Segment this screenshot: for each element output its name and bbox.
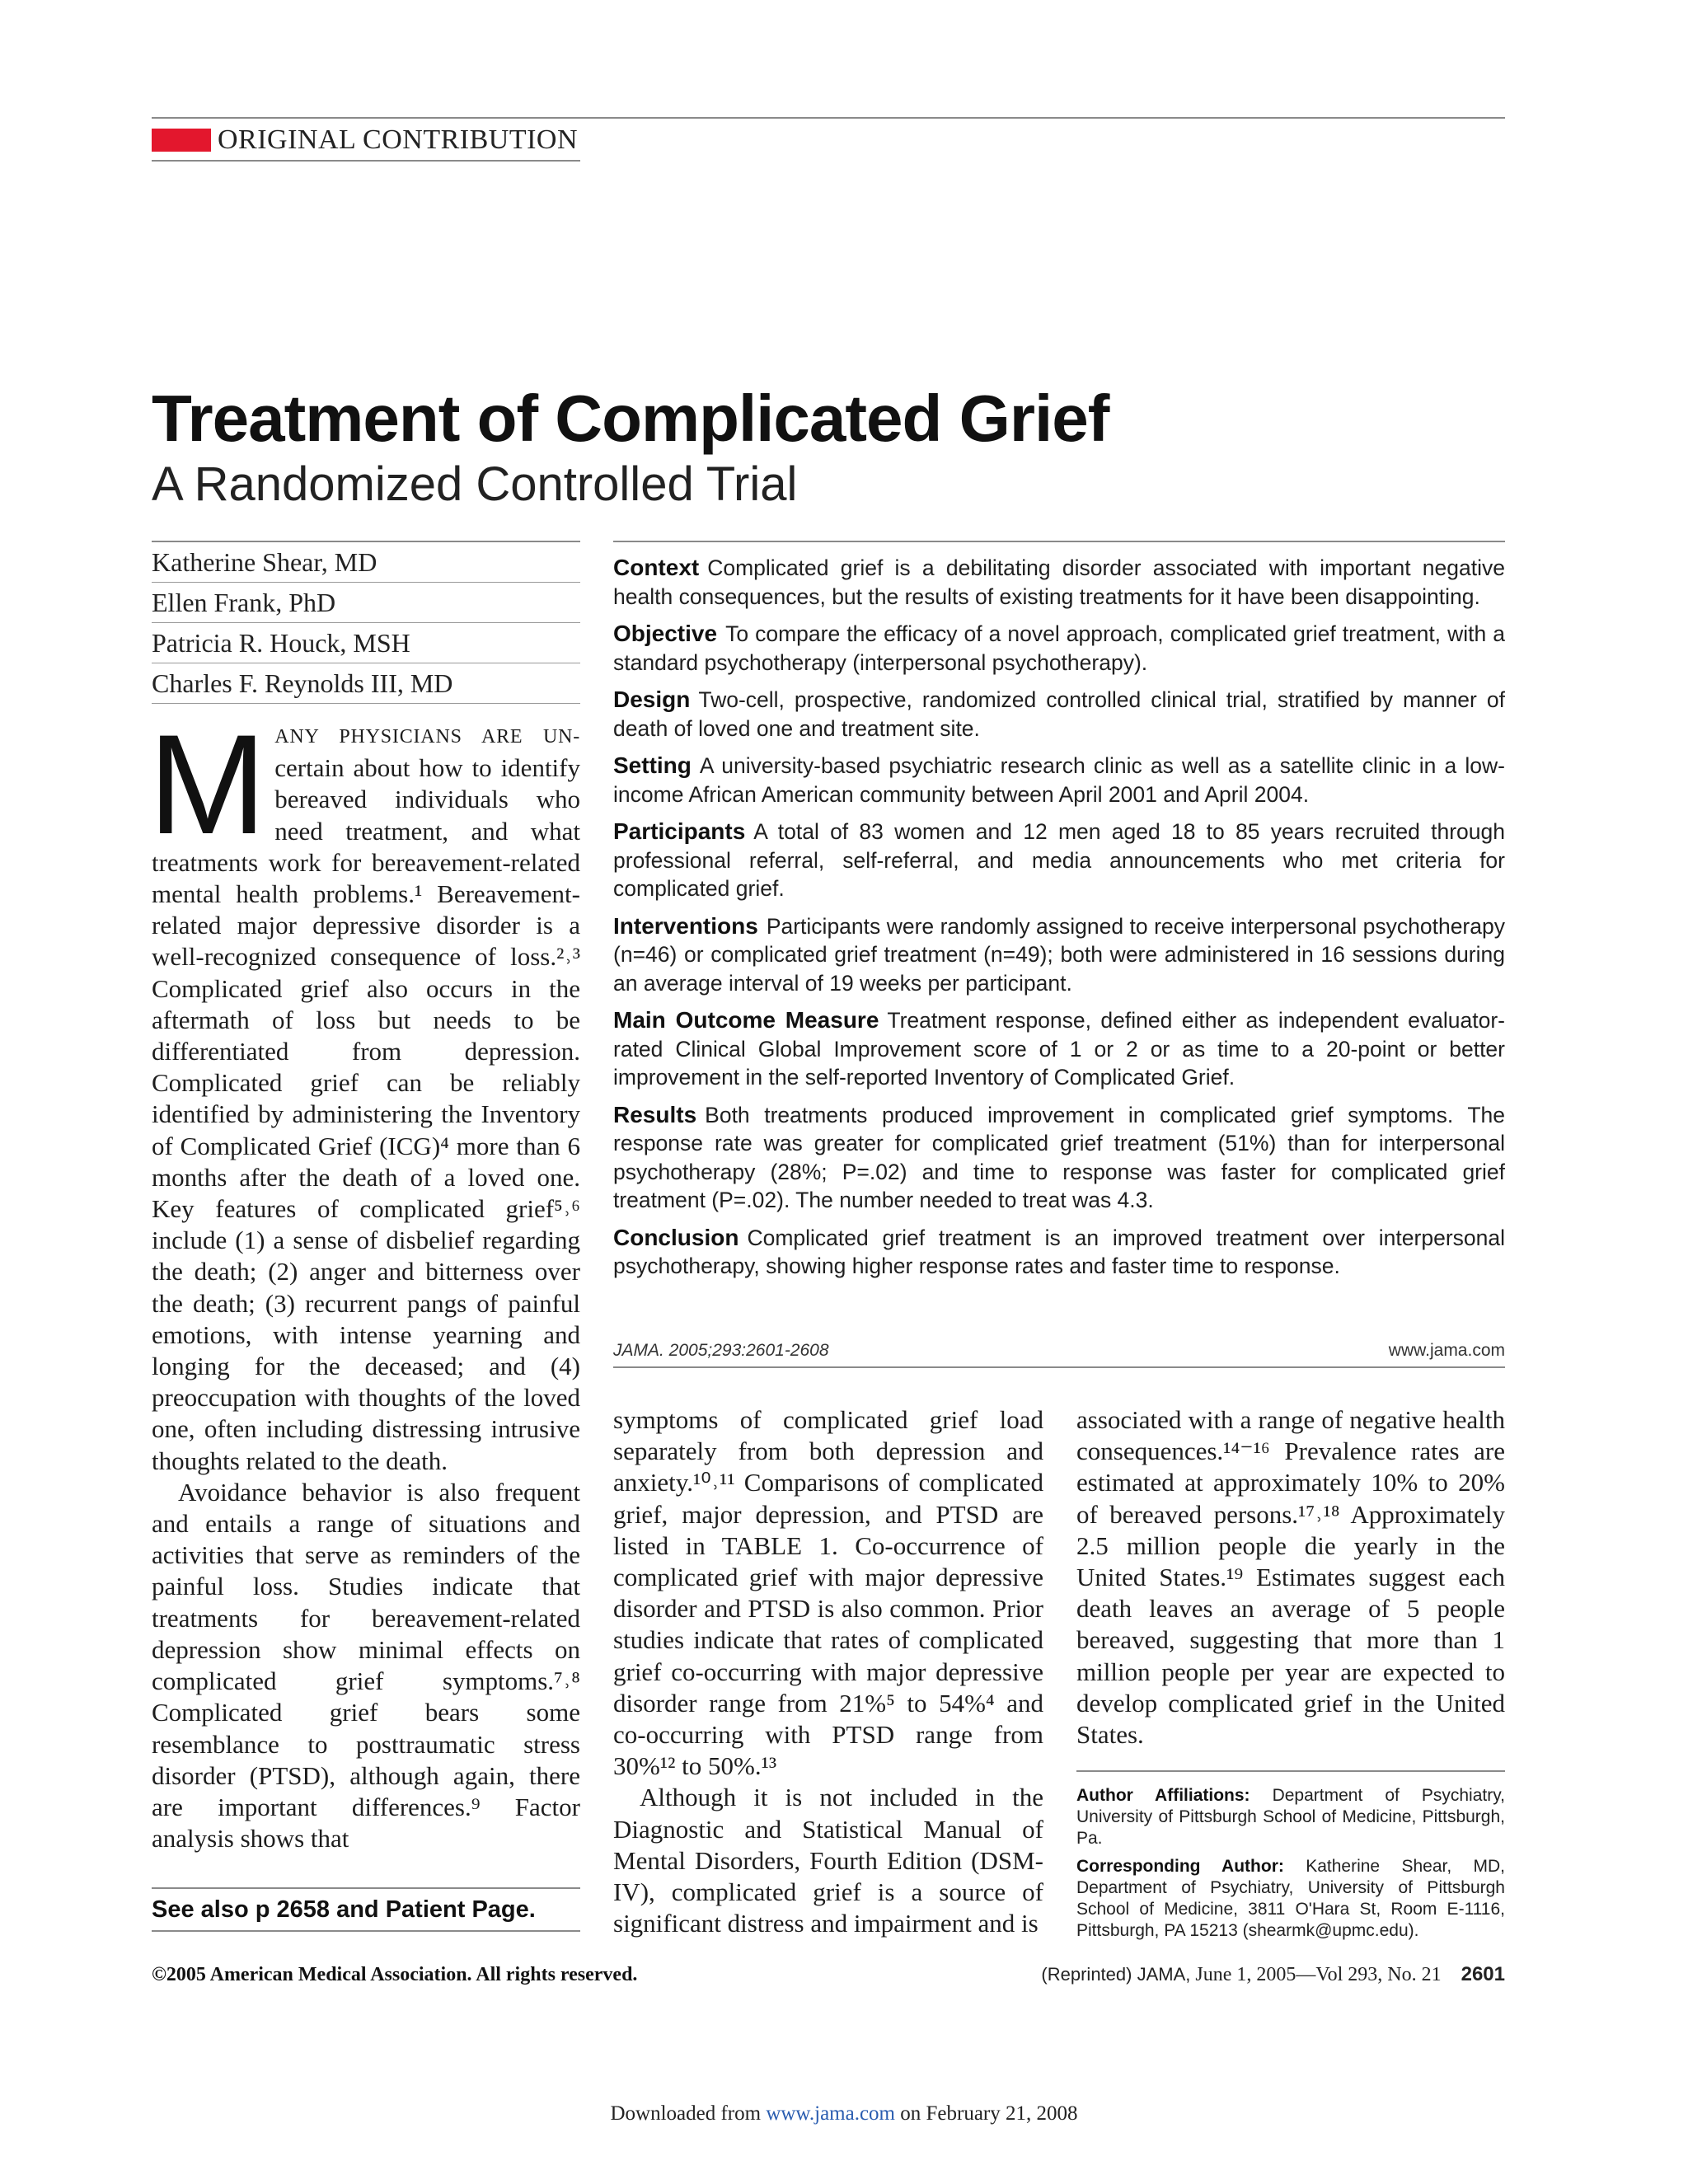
section-label bbox=[152, 124, 580, 162]
abstract-text: Complicated grief is a debilitating disorder associated with important negative health consequences, but the results of existing treatments for it have been disappointing. bbox=[613, 555, 1505, 609]
page-footer-info bbox=[1041, 1961, 1505, 1988]
author-affiliations bbox=[1076, 1770, 1505, 1948]
see-also-note[interactable]: See also p 2658 and Patient Page. bbox=[152, 1887, 580, 1932]
body-column-3 bbox=[1076, 1404, 1505, 1750]
abstract-text: To compare the efficacy of a novel approach, complicated grief treatment, with a standard psychotherapy (interpersonal psychotherapy). bbox=[613, 621, 1505, 675]
drop-cap: M bbox=[148, 705, 267, 864]
journal-website-link[interactable]: www.jama.com bbox=[1388, 1341, 1505, 1360]
author-name: Patricia R. Houck, MSH bbox=[152, 623, 580, 663]
abstract-label: Results bbox=[613, 1101, 697, 1127]
body-column-2 bbox=[613, 1404, 1043, 1939]
abstract-text: Both treatments produced improvement in complicated grief symptoms. The response rate was greater for complicated grief treatment (51%) than for interpersonal psychotherapy (28%; P=.02) and time to response was faster for complicated grief treatment (P=.02). The number needed to treat was 4.3. bbox=[613, 1102, 1505, 1212]
abstract-text: A university-based psychiatric research clinic as well as a satellite clinic in a low-income African American community between April 2001 and April 2004. bbox=[613, 753, 1505, 807]
reprinted-label: (Reprinted) JAMA, bbox=[1041, 1964, 1191, 1985]
author-name: Charles F. Reynolds III, MD bbox=[152, 663, 580, 704]
abstract-objective bbox=[613, 620, 1505, 677]
abstract-text: Treatment response, defined either as independent evaluator-rated Clinical Global Improvement score of 1 or 2 or as time to a 20-point or better improvement in the self-reported Inventory of Complicated Grief. bbox=[613, 1008, 1505, 1090]
body-paragraph: associated with a range of negative health consequences.¹⁴⁻¹⁶ Prevalence rates are estimated at approximately 10% to 20% of bereaved persons.¹⁷˒¹⁸ Approximately 2.5 million people die yearly in the United States.¹⁹ Estimates suggest each death leaves an average of 5 people bereaved, suggesting that more than 1 million people per year are expected to develop complicated grief in the United States. bbox=[1076, 1405, 1505, 1750]
download-notice bbox=[0, 2101, 1688, 2127]
abstract-main-outcome bbox=[613, 1006, 1505, 1092]
article-subtitle: A Randomized Controlled Trial bbox=[152, 457, 798, 511]
abstract-conclusion bbox=[613, 1224, 1505, 1281]
small-caps-lead: ANY PHYSICIANS ARE UN- bbox=[274, 726, 580, 748]
abstract-interventions bbox=[613, 912, 1505, 998]
abstract-setting bbox=[613, 752, 1505, 808]
author-name: Katherine Shear, MD bbox=[152, 542, 580, 583]
section-color-bar bbox=[152, 129, 211, 152]
journal-citation: JAMA. 2005;293:2601-2608 bbox=[613, 1341, 829, 1360]
issue-date-volume: June 1, 2005—Vol 293, No. 21 bbox=[1195, 1964, 1442, 1985]
abstract-context bbox=[613, 554, 1505, 611]
affiliation-text: Department of Psychiatry, University of Pittsburgh School of Medicine, Pittsburgh, Pa. bbox=[1076, 1786, 1505, 1848]
abstract-label: Participants bbox=[613, 818, 746, 844]
top-rule bbox=[152, 117, 1505, 119]
body-paragraph: Although it is not included in the Diagnostic and Statistical Manual of Mental Disorders, Fourth Edition (DSM-IV), complicated grief is a source of significant distress and impairment and is bbox=[613, 1783, 1043, 1938]
corresponding-author-label: Corresponding Author: bbox=[1076, 1857, 1284, 1876]
abstract-label: Design bbox=[613, 687, 691, 712]
abstract-label: Main Outcome Measure bbox=[613, 1007, 879, 1033]
article-title: Treatment of Complicated Grief bbox=[152, 382, 1109, 455]
download-suffix: on February 21, 2008 bbox=[900, 2102, 1078, 2125]
abstract-design bbox=[613, 686, 1505, 743]
abstract-participants bbox=[613, 818, 1505, 903]
abstract-label: Interventions bbox=[613, 912, 758, 939]
body-paragraph: symptoms of complicated grief load separately from both depression and anxiety.¹⁰˒¹¹ Comparisons of complicated grief, major depression, and PTSD are listed in TABLE 1. Co-occurrence of complicated grief with major depressive disorder and PTSD is also common. Prior studies indicate that rates of complicated grief co-occurring with major depressive disorder range from 21%⁵ to 54%⁴ and co-occurring with PTSD range from 30%¹² to 50%.¹³ bbox=[613, 1405, 1043, 1781]
body-column-1 bbox=[148, 705, 580, 1854]
abstract-results bbox=[613, 1101, 1505, 1215]
corresponding-author-paragraph bbox=[1076, 1856, 1505, 1942]
affiliation-paragraph bbox=[1076, 1785, 1505, 1849]
abstract-label: Objective bbox=[613, 621, 718, 646]
body-paragraph: Avoidance behavior is also frequent and entails a range of situations and activities that serve as reminders of the painful loss. Studies indicate that treatments for bereavement-related depression show minimal effects on complicated grief symptoms.⁷˒⁸ Complicated grief bears some resemblance to posttraumatic stress disorder (PTSD), although again, there are important differences.⁹ Factor analysis shows that bbox=[152, 1477, 580, 1854]
abstract-top-rule bbox=[613, 541, 1505, 542]
corresponding-author-text: Katherine Shear, MD, Department of Psychiatry, University of Pittsburgh School of Medicine, 3811 O'Hara St, Room E-1116, Pittsburgh, PA 15213 (shearmk@upmc.edu). bbox=[1076, 1857, 1505, 1940]
abstract-label: Conclusion bbox=[613, 1224, 739, 1250]
download-prefix: Downloaded from bbox=[610, 2102, 762, 2125]
abstract-text: A total of 83 women and 12 men aged 18 to 85 years recruited through professional referral, self-referral, and media announcements who met criteria for complicated grief. bbox=[613, 819, 1505, 901]
download-link[interactable]: www.jama.com bbox=[766, 2102, 895, 2125]
abstract-text: Two-cell, prospective, randomized controlled clinical trial, stratified by manner of death of loved one and treatment site. bbox=[613, 687, 1505, 741]
affiliation-label: Author Affiliations: bbox=[1076, 1786, 1250, 1805]
abstract-text: Participants were randomly assigned to receive interpersonal psychotherapy (n=46) or complicated grief treatment (n=49); both were administered in 16 sessions during an average interval of 19 weeks per participant. bbox=[613, 913, 1505, 996]
author-name: Ellen Frank, PhD bbox=[152, 583, 580, 623]
abstract-label: Context bbox=[613, 555, 700, 580]
abstract-text: Complicated grief treatment is an improved treatment over interpersonal psychotherapy, showing higher response rates and faster time to response. bbox=[613, 1225, 1505, 1278]
abstract-label: Setting bbox=[613, 752, 692, 778]
abstract-footer bbox=[613, 1337, 1505, 1368]
body-text: certain about how to identify bereaved individuals who need treatment, and what treatments work for bereavement-related mental health problems.¹ Bereavement-related major depressive disorder is a well-recognized consequence of loss.²˒³ Complicated grief also occurs in the aftermath of loss but needs to be differentiated from depression. Complicated grief can be reliably identified by administering the Inventory of Complicated Grief (ICG)⁴ more than 6 months after the death of a loved one. Key features of complicated grief⁵˒⁶ include (1) a sense of disbelief regarding the death; (2) anger and bitterness over the death; (3) recurrent pangs of painful emotions, with intense yearning and longing for the deceased; and (4) preoccupation with thoughts of the loved one, often including distressing intrusive thoughts related to the death. bbox=[152, 753, 580, 1475]
page-number: 2601 bbox=[1461, 1963, 1505, 1985]
body-paragraph bbox=[148, 705, 580, 1477]
abstract bbox=[613, 554, 1505, 1290]
copyright-notice: ©2005 American Medical Association. All rights reserved. bbox=[152, 1964, 638, 1985]
section-label-text: ORIGINAL CONTRIBUTION bbox=[218, 124, 579, 155]
author-list bbox=[152, 541, 580, 704]
